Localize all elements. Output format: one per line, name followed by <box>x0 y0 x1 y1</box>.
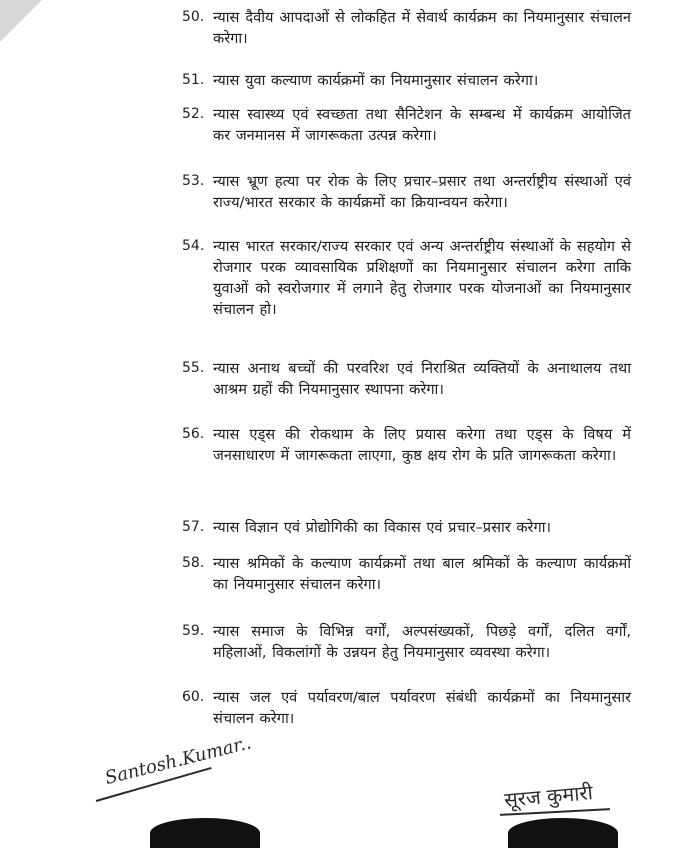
item-number: 60. <box>182 689 205 705</box>
item-number: 54. <box>182 238 205 254</box>
item-text: न्यास समाज के विभिन्न वर्गों, अल्पसंख्यकों, पिछड़े वर्गों, दलित वर्गों, महिलाओं, विकलांगों के उन्नयन हेतु नियमानुसार व्यवस्था करेगा। <box>213 623 631 661</box>
item-text: न्यास जल एवं पर्यावरण/बाल पर्यावरण संबंधी कार्यक्रमों का नियमानुसार संचालन करेगा। <box>213 689 631 727</box>
photo-right-partial <box>508 818 618 848</box>
item-number: 53. <box>182 173 205 189</box>
item-text: न्यास श्रमिकों के कल्याण कार्यक्रमों तथा बाल श्रमिकों के कल्याण कार्यक्रमों का नियमानुसार संचालन करेगा। <box>213 555 631 593</box>
signature-left: Santosh.Kumar.. <box>102 732 254 789</box>
item-text: न्यास भारत सरकार/राज्य सरकार एवं अन्य अन्तर्राष्ट्रीय संस्थाओं के सहयोग से रोजगार परक व्यावसायिक प्रशिक्षणों का नियमानुसार संचालन करेगा ताकि युवाओं को स्वरोजगार में लगाने हेतु रोजगार परक योजनाओं का नियमानुसार संचालन हो। <box>213 238 631 318</box>
item-text: न्यास स्वास्थ्य एवं स्वच्छता तथा सैनिटेशन के सम्बन्ध में कार्यक्रम आयोजित कर जनमानस में जागरूकता उत्पन्न करेगा। <box>213 106 631 144</box>
item-number: 52. <box>182 106 205 122</box>
item-number: 56. <box>182 426 205 442</box>
signature-right: सूरज कुमारी <box>503 780 594 812</box>
item-text: न्यास अनाथ बच्चों की परवरिश एवं निराश्रित व्यक्तियों के अनाथालय तथा आश्रम ग्रहों की नियमानुसार स्थापना करेगा। <box>213 360 631 398</box>
item-number: 50. <box>182 9 205 25</box>
item-number: 57. <box>182 519 205 535</box>
page-fold-corner <box>0 0 42 42</box>
item-number: 58. <box>182 555 205 571</box>
item-number: 59. <box>182 623 205 639</box>
item-text: न्यास दैवीय आपदाओं से लोकहित में सेवार्थ कार्यक्रम का नियमानुसार संचालन करेगा। <box>213 9 631 47</box>
photo-left-partial <box>150 818 260 848</box>
item-text: न्यास विज्ञान एवं प्रोद्योगिकी का विकास एवं प्रचार–प्रसार करेगा। <box>213 519 552 536</box>
item-number: 51. <box>182 72 205 88</box>
item-text: न्यास युवा कल्याण कार्यक्रमों का नियमानुसार संचालन करेगा। <box>213 72 539 89</box>
item-text: न्यास एड्स की रोकथाम के लिए प्रयास करेगा तथा एड्स के विषय में जनसाधारण में जागरूकता लाएगा, कुष्ठ क्षय रोग के प्रति जागरूकता करेगा। <box>213 426 631 464</box>
item-text: न्यास भ्रूण हत्या पर रोक के लिए प्रचार–प्रसार तथा अन्तर्राष्ट्रीय संस्थाओं एवं राज्य/भारत सरकार के कार्यक्रमों का क्रियान्वयन करेगा। <box>213 173 631 211</box>
item-number: 55. <box>182 360 205 376</box>
